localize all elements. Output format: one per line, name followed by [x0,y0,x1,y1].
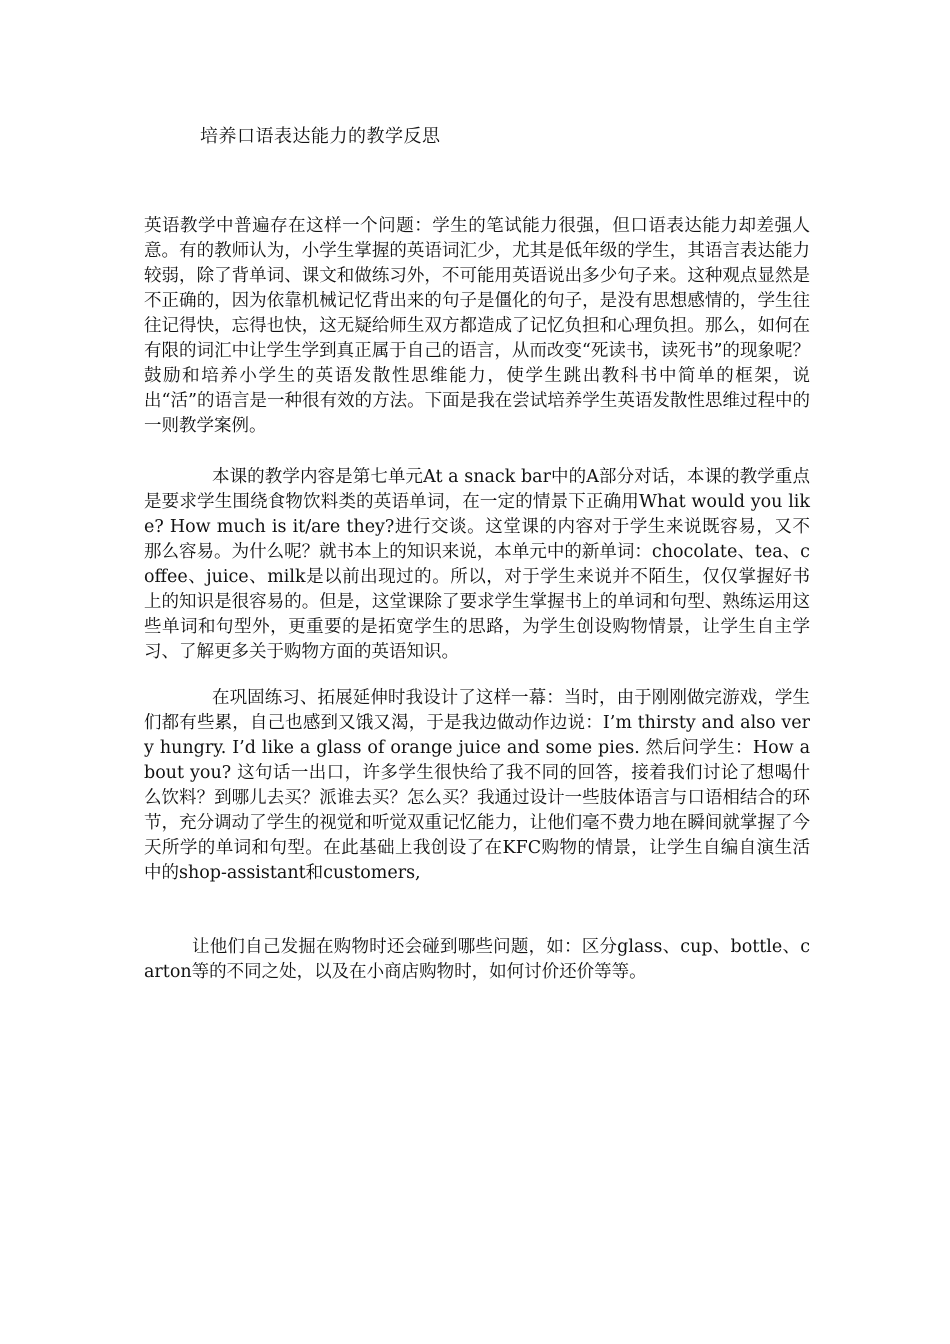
document-title: 培养口语表达能力的教学反思 [200,126,441,147]
paragraph-practice: 在巩固练习、拓展延伸时我设计了这样一幕：当时，由于刚刚做完游戏，学生们都有些累，自己也感到又饿又渴，于是我边做动作边说：I’m thirsty and also very hungry. I’d like a glass of orange juice and some pies. 然后问学生：How about you? 这句话一出口，许多学生很快给了我不同的回答，接着我们讨论了想喝什么饮料？到哪儿去买？派谁去买？怎么买？我通过设计一些肢体语言与口语相结合的环节，充分调动了学生的视觉和听觉双重记忆能力，让他们毫不费力地在瞬间就掌握了今天所学的单词和句型。在此基础上我创设了在KFC购物的情景，让学生自编自演生活中的shop-assistant和customers, [144,688,810,883]
paragraph-intro: 英语教学中普遍存在这样一个问题：学生的笔试能力很强，但口语表达能力却差强人意。有的教师认为，小学生掌握的英语词汇少，尤其是低年级的学生，其语言表达能力较弱，除了背单词、课文和做练习外，不可能用英语说出多少句子来。这种观点显然是不正确的，因为依靠机械记忆背出来的句子是僵化的句子，是没有思想感情的，学生往往记得快，忘得也快，这无疑给师生双方都造成了记忆负担和心理负担。那么，如何在有限的词汇中让学生学到真正属于自己的语言，从而改变“死读书，读死书”的现象呢？鼓励和培养小学生的英语发散性思维能力，使学生跳出教科书中简单的框架，说出“活”的语言是一种很有效的方法。下面是我在尝试培养学生英语发散性思维过程中的一则教学案例。 [144,216,810,436]
paragraph-conclusion: 让他们自己发掘在购物时还会碰到哪些问题，如：区分glass、cup、bottle、carton等的不同之处，以及在小商店购物时，如何讨价还价等等。 [144,937,810,982]
paragraph-lesson-content: 本课的教学内容是第七单元At a snack bar中的A部分对话，本课的教学重点是要求学生围绕食物饮料类的英语单词，在一定的情景下正确用What would you like? How much is it/are they?进行交谈。这堂课的内容对于学生来说既容易，又不那么容易。为什么呢？就书本上的知识来说，本单元中的新单词：chocolate、tea、coffee、juice、milk是以前出现过的。所以，对于学生来说并不陌生，仅仅掌握好书上的知识是很容易的。但是，这堂课除了要求学生掌握书上的单词和句型、熟练运用这些单词和句型外，更重要的是拓宽学生的思路，为学生创设购物情景，让学生自主学习、了解更多关于购物方面的英语知识。 [144,467,810,662]
